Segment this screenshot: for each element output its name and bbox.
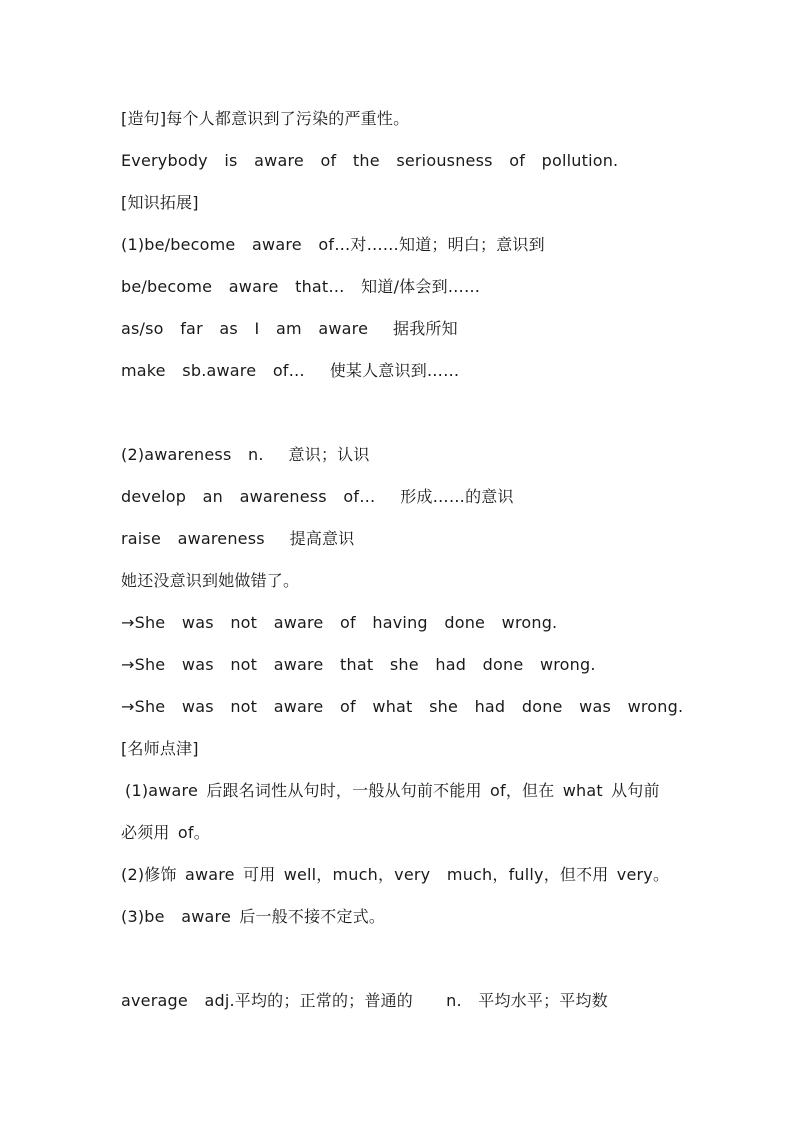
translation-prompt-zh: 她还没意识到她做错了。: [121, 571, 300, 590]
phrase-aware-that: be/become aware that… 知道/体会到……: [121, 277, 481, 296]
phrase-raise-awareness: raise awareness 提高意识: [121, 529, 355, 548]
translation-answer-2: →She was not aware that she had done wrong.: [121, 655, 596, 674]
section-heading-tips: [名师点津]: [121, 739, 199, 758]
tip-2: (2)修饰 aware 可用 well，much，very much，fully，但不用 very。: [121, 865, 670, 884]
tip-1-line-1: (1)aware 后跟名词性从句时，一般从句前不能用 of，但在 what 从句前: [125, 781, 660, 800]
phrase-develop-awareness: develop an awareness of… 形成……的意识: [121, 487, 514, 506]
translation-answer-3: →She was not aware of what she had done was wrong.: [121, 697, 684, 716]
word-average: average adj.平均的；正常的；普通的 n. 平均水平；平均数: [121, 991, 608, 1010]
phrase-make-sb-aware: make sb.aware of… 使某人意识到……: [121, 361, 460, 380]
example-sentence-zh: [造句]每个人都意识到了污染的严重性。: [121, 109, 410, 128]
tip-1-line-2: 必须用 of。: [121, 823, 210, 842]
example-sentence-en: Everybody is aware of the seriousness of pollution.: [121, 151, 619, 170]
phrase-aware-of: (1)be/become aware of…对……知道；明白；意识到: [121, 235, 545, 254]
translation-answer-1: →She was not aware of having done wrong.: [121, 613, 558, 632]
phrase-as-far-as: as/so far as I am aware 据我所知: [121, 319, 458, 338]
word-awareness: (2)awareness n. 意识；认识: [121, 445, 370, 464]
section-heading-knowledge: [知识拓展]: [121, 193, 199, 212]
tip-3: (3)be aware 后一般不接不定式。: [121, 907, 386, 926]
